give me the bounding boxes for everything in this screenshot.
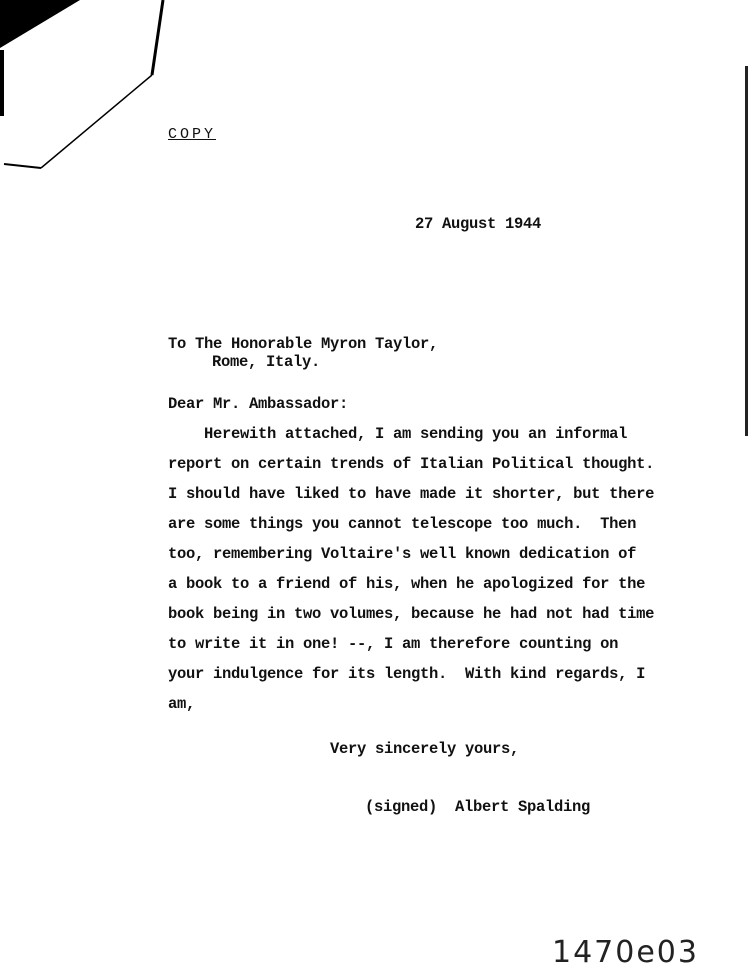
recipient-location: Rome, Italy.	[212, 353, 321, 371]
body-line: your indulgence for its length. With kind regards, I	[168, 665, 646, 683]
salutation: Dear Mr. Ambassador:	[168, 395, 349, 413]
body-line: book being in two volumes, because he had not had time	[168, 605, 655, 623]
signature: (signed) Albert Spalding	[365, 798, 591, 816]
closing: Very sincerely yours,	[330, 740, 520, 758]
recipient-line: To The Honorable Myron Taylor,	[168, 335, 439, 353]
handwritten-archive-number: 1470e03	[552, 935, 699, 970]
body-line: a book to a friend of his, when he apologized for the	[168, 575, 646, 593]
body-line: are some things you cannot telescope too much. Then	[168, 515, 637, 533]
letter-date: 27 August 1944	[415, 215, 542, 233]
torn-corner-mark	[0, 0, 170, 200]
body-line: Herewith attached, I am sending you an informal	[168, 425, 628, 443]
body-line: too, remembering Voltaire's well known dedication of	[168, 545, 637, 563]
body-line: report on certain trends of Italian Political thought.	[168, 455, 655, 473]
copy-header: COPY	[168, 126, 217, 143]
body-line: to write it in one! --, I am therefore counting on	[168, 635, 619, 653]
body-line: am,	[168, 695, 196, 713]
body-line: I should have liked to have made it shorter, but there	[168, 485, 655, 503]
page-edge-line	[745, 66, 748, 436]
